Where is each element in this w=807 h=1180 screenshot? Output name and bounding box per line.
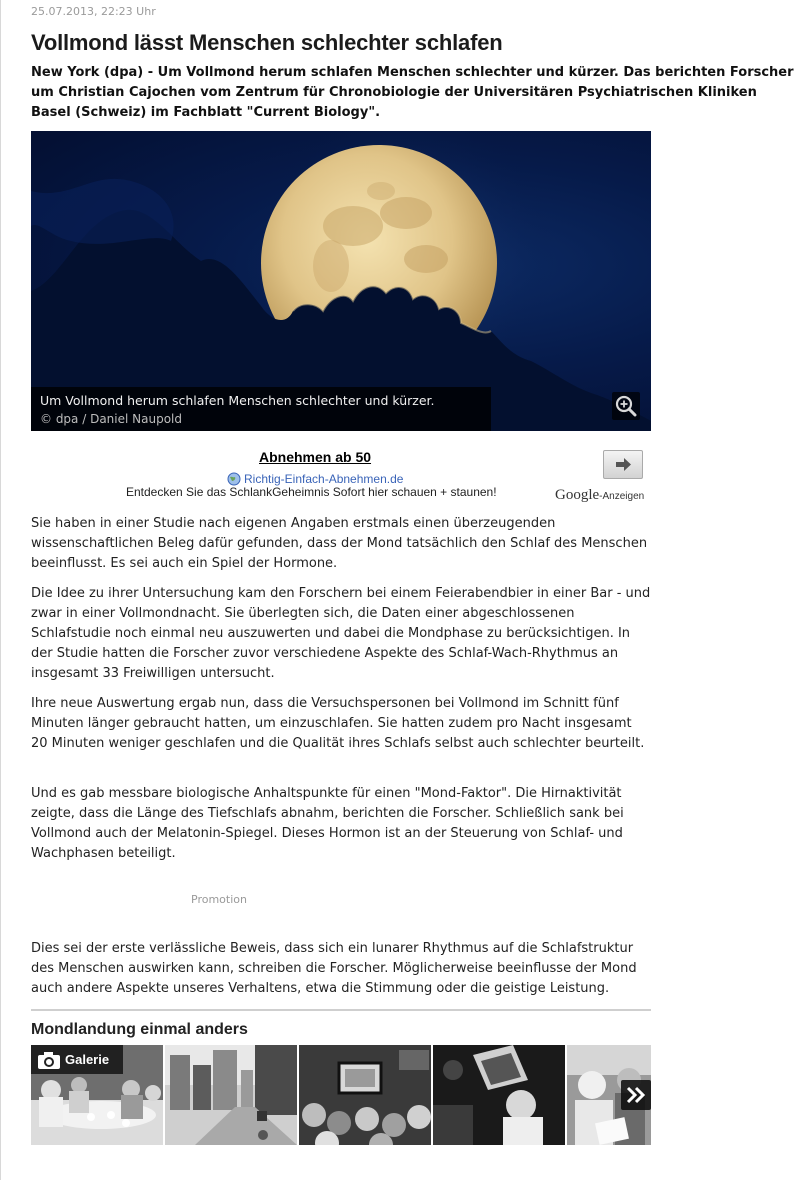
ad-title-link[interactable]: Abnehmen ab 50 [259, 449, 372, 465]
article-lead: New York (dpa) - Um Vollmond herum schlafen Menschen schlechter und kürzer. Das berichten Forscher um Christian Cajochen vom Zentrum für Chronobiologie der Universitären Psychiatrischen Kliniken Basel (Schweiz) im Fachblatt "Current Biology". [31, 65, 794, 120]
gallery-next-button[interactable] [621, 1080, 651, 1110]
hero-image-moon[interactable] [31, 131, 651, 431]
google-ads-label[interactable] [555, 484, 644, 504]
gallery-thumbnail[interactable] [165, 1045, 297, 1145]
article-paragraph: Die Idee zu ihrer Untersuchung kam den Forschern bei einem Feierabendbier in einer Bar - und zwar in einer Vollmondnacht. Sie überlegten sich, die Daten einer abgeschlossenen Schlafstudie noch einmal neu auszuwerten und dabei die Mondphase zu berücksichtigen. In der Studie hatten die Forscher zuvor verschiedene Aspekte des Schlaf-Wach-Rhythmus an insgesamt 33 Freiwilligen untersucht. [31, 586, 651, 681]
image-caption-box [31, 387, 491, 431]
article-paragraph: Sie haben in einer Studie nach eigenen Angaben erstmals einen überzeugenden wissenschaftlichen Beleg dafür gefunden, dass der Mond tatsächlich den Schlaf des Menschen beeinflusst. Es sei auch ein Spiel der Hormone. [31, 516, 648, 571]
camera-icon [37, 1050, 63, 1070]
gallery-badge-label: Galerie [65, 1052, 110, 1067]
page-left-border [0, 0, 1, 1180]
article-paragraph: Dies sei der erste verlässliche Beweis, dass sich ein lunarer Rhythmus auf die Schlafstruktur des Menschen auswirken kann, schreiben die Forscher. Möglicherweise beeinflusse der Mond auch andere Aspekte unseres Verhaltens, etwa die Stimmung oder die geistige Leistung. [31, 941, 637, 996]
double-chevron-right-icon [621, 1080, 651, 1110]
gallery-thumbnail[interactable] [433, 1045, 565, 1145]
magnifier-plus-icon [612, 392, 640, 420]
gallery-heading: Mondlandung einmal anders [31, 1021, 248, 1038]
image-credit: © dpa / Daniel Naupold [40, 412, 182, 426]
article-paragraph: Ihre neue Auswertung ergab nun, dass die Versuchspersonen bei Vollmond im Schnitt fünf Minuten länger gebraucht hatten, um einzuschlafen. Sie hatten zudem pro Nacht insgesamt 20 Minuten weniger geschlafen und die Qualität ihres Schlafs selbst auch schlechter beurteilt. [31, 696, 645, 751]
article-dateline: 25.07.2013, 22:23 Uhr [31, 5, 156, 18]
section-divider [31, 1009, 651, 1011]
ad-url[interactable]: Richtig-Einfach-Abnehmen.de [244, 471, 404, 486]
google-logo-text: Google [555, 487, 600, 503]
globe-icon [227, 472, 241, 486]
image-zoom-button[interactable] [612, 392, 640, 420]
article-paragraph: Und es gab messbare biologische Anhaltspunkte für einen "Mond-Faktor". Die Hirnaktivität zeigte, dass die Länge des Tiefschlafs abnahm, berichten die Forscher. Schließlich sank bei Vollmond auch der Melatonin-Spiegel. Dieses Hormon ist an der Steuerung von Schlaf- und Wachphasen beteiligt. [31, 786, 624, 861]
gallery-thumbnail[interactable] [299, 1045, 431, 1145]
arrow-right-icon [604, 451, 642, 478]
ad-go-button[interactable] [603, 450, 643, 479]
moon-illustration [31, 131, 651, 431]
image-caption: Um Vollmond herum schlafen Menschen schlechter und kürzer. [40, 393, 435, 408]
ad-description: Entdecken Sie das SchlankGeheimnis Sofort hier schauen + staunen! [126, 485, 497, 499]
promotion-label: Promotion [191, 893, 247, 906]
google-ads-suffix: -Anzeigen [599, 491, 645, 502]
article-headline: Vollmond lässt Menschen schlechter schlafen [31, 30, 503, 55]
gallery-badge[interactable] [31, 1045, 123, 1074]
